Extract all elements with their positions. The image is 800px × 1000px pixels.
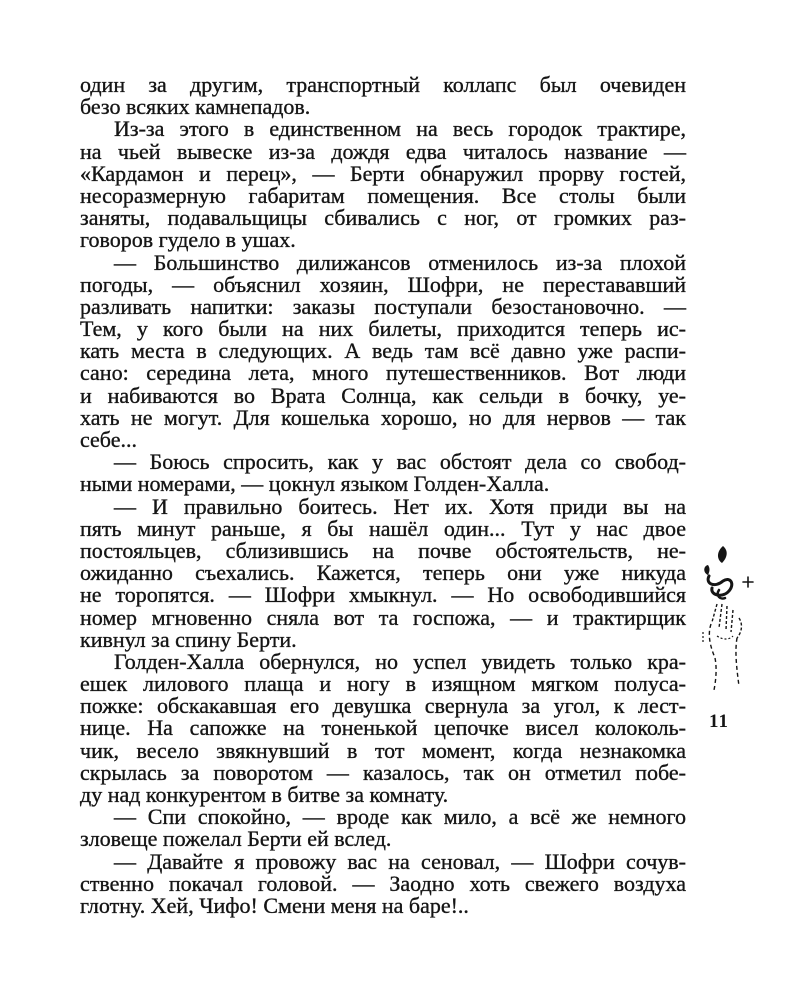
paragraph [80,118,686,251]
text-line: сано: середина лета, много путешественников. Вот люди [80,360,686,386]
text-line: ными номерами, — цокнул языком Голден-Халла. [80,471,550,497]
text-line: «Кардамон и перец», — Берти обнаружил прорву гостей, [80,160,686,186]
text-line: ешек лилового плаща и ногу в изящном мягком полуса- [80,671,686,697]
text-line: себе... [80,427,137,452]
text-line: — Давайте я провожу вас на сеновал, — Шофри сочув- [114,848,686,874]
text-line: номер мгновенно сняла вот та госпожа, — и трактирщик [80,604,686,630]
text-line: кивнул за спину Берти. [80,626,297,652]
text-line: — Большинство дилижансов отменилось из-за плохой [114,249,686,275]
page-text [80,74,686,917]
text-line: скрылась за поворотом — казалось, так он отметил побе- [80,759,686,785]
text-line: заняты, подавальщицы сбивались с ног, от громких раз- [80,205,686,231]
text-line: несоразмерную габаритам помещения. Все столы были [80,182,686,208]
text-line: глотну. Хей, Чифо! Смени меня на баре!.. [80,892,469,918]
text-line: постояльцев, сблизившись на почве обстоятельств, не- [80,537,686,563]
paragraph [80,74,686,118]
text-line: хать не могут. Для кошелька хорошо, но для нервов — так [80,404,686,430]
text-line: погоды, — объяснил хозяин, Шофри, не перестававший [80,271,686,297]
text-line: безо всяких камнепадов. [80,94,311,120]
text-line: Голден-Халла обернулся, но успел увидеть только кра- [114,648,686,674]
text-line: чик, весело звякнувший в тот момент, когда незнакомка [80,737,686,763]
paragraph [80,648,686,807]
text-line: пять минут раньше, я бы нашёл один... Тут у нас двое [80,515,686,541]
text-line: — Спи спокойно, — вроде как мило, а всё же немного [114,804,686,830]
text-line: кать места в следующих. А ведь там всё давно уже распи- [80,338,686,364]
text-line: Тем, у кого были на них билеты, приходится теперь ис- [80,316,686,342]
text-line: разливать напитки: заказы поступали безостановочно. — [80,293,686,319]
text-line: один за другим, транспортный коллапс был очевиден [80,72,686,97]
page-number: 11 [709,711,729,732]
text-line: ственно покачал головой. — Заодно хоть свежего воздуха [80,870,686,896]
text-line: нице. На сапожке на тоненькой цепочке висел колоколь- [80,715,686,741]
text-line: — Боюсь спросить, как у вас обстоят дела со свобод- [114,449,686,475]
text-line: и набиваются во Врата Солнца, как сельди в бочку, уе- [80,382,686,408]
text-line: на чьей вывеске из-за дождя едва читалось название — [80,138,686,164]
text-line: пожке: обскакавшая его девушка свернула за угол, к лест- [80,693,686,719]
text-line: ожиданно съехались. Кажется, теперь они уже никуда [80,560,686,586]
text-line: зловеще пожелал Берти ей вслед. [80,826,392,852]
text-line: не торопятся. — Шофри хмыкнул. — Но освободившийся [80,582,686,608]
hand-flourish-icon [695,540,760,695]
paragraph [80,806,686,850]
paragraph [80,249,686,452]
text-line: говоров гудело в ушах. [80,227,296,253]
paragraph [80,451,686,495]
paragraph [80,848,686,918]
text-line: Из-за этого в единственном на весь городок трактире, [114,116,686,142]
text-line: — И правильно боитесь. Нет их. Хотя приди вы на [114,493,686,519]
text-line: ду над конкурентом в битве за комнату. [80,782,449,807]
paragraph [80,493,686,652]
